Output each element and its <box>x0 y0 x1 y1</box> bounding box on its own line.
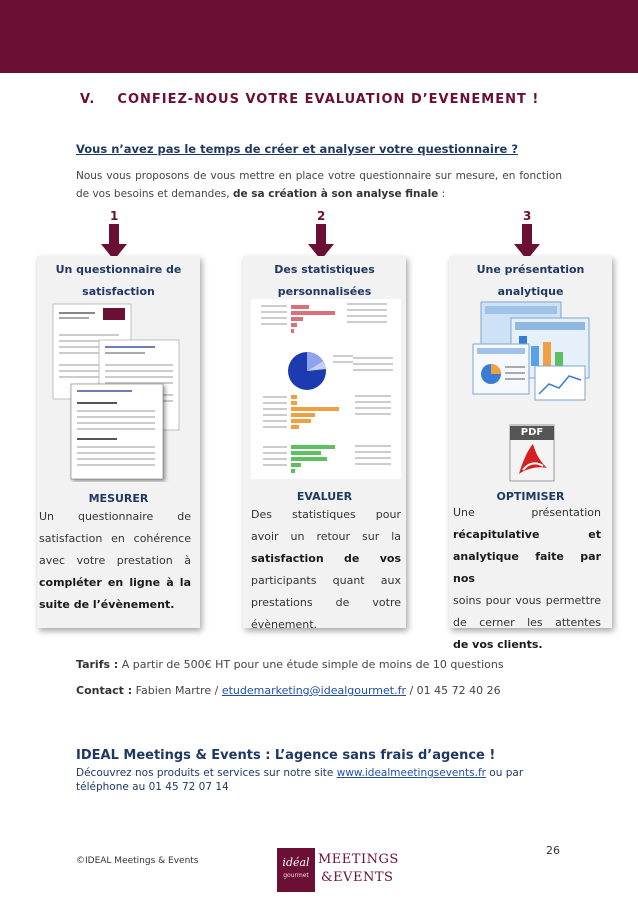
body-text: avec votre prestation à <box>39 554 191 567</box>
card-title-line: Un questionnaire de <box>55 263 182 276</box>
page-number: 26 <box>546 844 560 857</box>
body-text: satisfaction de vos <box>251 552 401 565</box>
body-text: récapitulative et <box>453 528 601 541</box>
down-arrow-icon <box>101 224 127 260</box>
pdf-label: PDF <box>520 427 544 438</box>
card-title-line: analytique <box>497 285 564 298</box>
body-text: compléter en ligne à la <box>39 576 191 589</box>
body-line <box>453 590 601 612</box>
step-card-measure <box>37 256 200 628</box>
body-text: Des statistiques pour <box>251 508 401 521</box>
body-line <box>453 502 601 524</box>
body-line <box>251 614 401 636</box>
company-logo <box>277 848 399 892</box>
intro-paragraph <box>76 167 562 203</box>
contact-label: Contact : <box>76 684 133 697</box>
agency-text-start: Découvrez nos produits et services sur notre site <box>76 767 337 779</box>
logo-text-events: &EVENTS <box>321 870 394 885</box>
intro-text: Nous vous proposons de vous mettre en place votre questionnaire sur mesure, en fonction de vos besoins et demandes, <box>76 170 562 200</box>
step-number-2: 2 <box>317 209 326 223</box>
body-text: soins pour vous permettre <box>453 594 601 607</box>
intro-bold: de sa création à son analyse finale <box>232 188 439 200</box>
contact-name: Fabien Martre / <box>132 684 222 697</box>
body-line <box>39 550 191 572</box>
step-number-1: 1 <box>110 209 119 223</box>
body-text: de cerner les attentes <box>453 616 601 629</box>
body-line <box>39 528 191 550</box>
body-line <box>251 526 401 548</box>
body-line <box>453 634 601 656</box>
card-title-line: personnalisées <box>277 285 372 298</box>
intro-end: : <box>438 188 446 200</box>
body-text: de vos clients. <box>453 638 543 651</box>
body-line <box>453 524 601 546</box>
card-title-line: Des statistiques <box>274 263 375 276</box>
body-line <box>251 504 401 526</box>
statistics-charts-image <box>251 299 401 479</box>
pdf-icon <box>509 424 555 482</box>
logo-text-gourmet: gourmet <box>283 872 309 879</box>
agency-title: IDEAL Meetings & Events : L’agence sans frais d’agence ! <box>76 748 496 763</box>
card-body-2 <box>251 504 401 636</box>
card-title-line: satisfaction <box>82 285 155 298</box>
body-text: satisfaction en cohérence <box>39 532 191 545</box>
contact-phone: / 01 45 72 40 26 <box>405 684 501 697</box>
question-heading: Vous n’avez pas le temps de créer et analyser votre questionnaire ? <box>76 142 519 156</box>
card-body-3 <box>453 502 601 656</box>
card-title-line: Une présentation <box>476 263 585 276</box>
card-title-1 <box>37 260 200 302</box>
body-line <box>251 570 401 592</box>
body-text: Une présentation <box>453 506 601 519</box>
card-body-1 <box>39 506 191 616</box>
pricing-label: Tarifs : <box>76 658 119 671</box>
contact-line <box>76 684 501 697</box>
body-line <box>251 592 401 614</box>
body-text: évènement. <box>251 618 318 631</box>
card-label-3: OPTIMISER <box>496 490 565 503</box>
contact-email-link[interactable]: etudemarketing@idealgourmet.fr <box>221 684 406 697</box>
logo-text-meetings: MEETINGS <box>318 852 399 867</box>
body-line <box>39 506 191 528</box>
body-line <box>453 612 601 634</box>
body-text: suite de l’évènement. <box>39 598 175 611</box>
body-line <box>39 572 191 594</box>
website-link[interactable]: www.idealmeetingsevents.fr <box>336 767 486 779</box>
body-text: analytique faite par nos <box>453 550 601 585</box>
down-arrow-icon <box>514 224 540 260</box>
card-title-2 <box>243 260 406 302</box>
top-banner <box>0 0 638 73</box>
body-line <box>453 546 601 590</box>
step-card-optimize <box>449 256 612 651</box>
step-card-evaluate <box>243 256 406 631</box>
footer-copyright: ©IDEAL Meetings & Events <box>76 856 199 866</box>
card-label-2: EVALUER <box>296 490 353 503</box>
down-arrow-icon <box>308 224 334 260</box>
step-number-3: 3 <box>523 209 532 223</box>
questionnaire-forms-image <box>47 302 192 482</box>
body-line <box>251 548 401 570</box>
section-title: V. CONFIEZ-NOUS VOTRE EVALUATION D’EVENEMENT ! <box>80 92 540 107</box>
logo-text-ideal: idéal <box>282 856 310 869</box>
body-line <box>39 594 191 616</box>
pricing-text: A partir de 500€ HT pour une étude simple de moins de 10 questions <box>118 658 504 671</box>
body-text: avoir un retour sur la <box>251 530 401 543</box>
body-text: prestations de votre <box>251 596 401 609</box>
agency-text <box>76 766 556 794</box>
presentation-screens-image <box>471 296 591 402</box>
body-text: Un questionnaire de <box>39 510 191 523</box>
logo-mark <box>277 848 315 892</box>
agency-text-end: ou par téléphone au 01 45 72 07 14 <box>76 767 524 793</box>
card-label-1: MESURER <box>88 492 149 505</box>
pricing-line <box>76 658 504 671</box>
body-text: participants quant aux <box>251 574 401 587</box>
